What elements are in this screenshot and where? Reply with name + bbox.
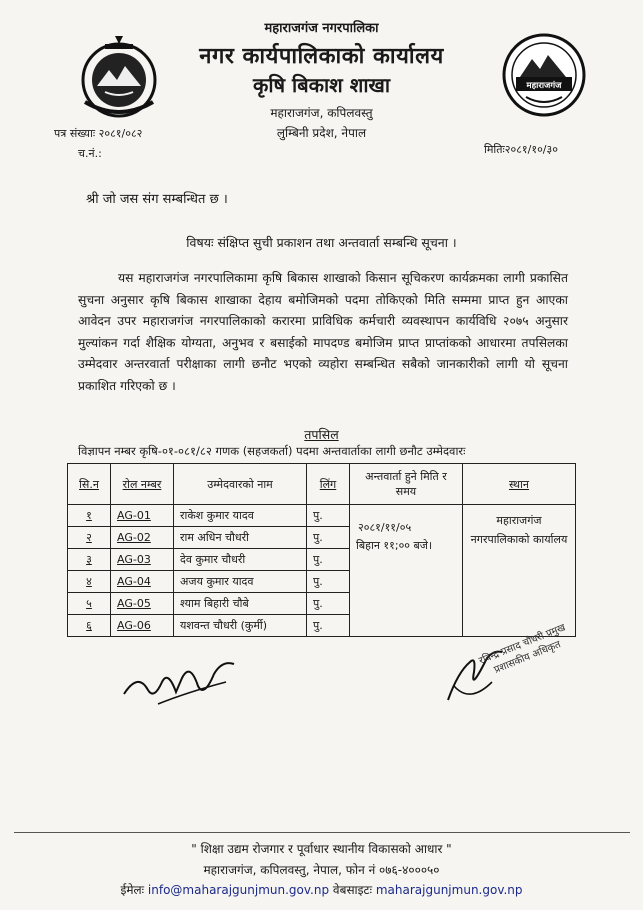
cell-roll: AG-06 <box>111 615 174 637</box>
website-link[interactable]: maharajgunjmun.gov.np <box>375 883 523 897</box>
table-row <box>68 505 576 527</box>
col-header-interview: अन्तवार्ता हुने मिति र समय <box>350 464 463 505</box>
candidate-table <box>67 463 576 637</box>
footer-motto: " शिक्षा उद्यम रोजगार र पूर्वाधार स्थानीय विकासको आधार " <box>191 842 452 856</box>
dispatch-number: च.नं.: <box>78 147 102 160</box>
col-header-sn: सि.न <box>68 464 111 505</box>
cell-sn: ५ <box>68 593 111 615</box>
cell-roll: AG-02 <box>111 527 174 549</box>
cell-gender: पु. <box>307 505 350 527</box>
stamp-text: रविन्द्र प्रसाद चौधरी प्रमुख प्रशासकीय अधिकृत <box>477 622 568 676</box>
notice-body: यस महाराजगंज नगरपालिकामा कृषि बिकास शाखाको किसान सूचिकरण कार्यक्रमका लागी प्रकासित सुचना अनुसार कृषि बिकास शाखाका देहाय बमोजिमको पदमा तोकिएको मिति सम्ममा प्राप्त हुन आएका आवेदन उपर महाराजगंज नगरपालिकाको करारमा प्राविधिक कर्मचारी व्यवस्थापन कार्यविधि २०७५ अनुसार मुल्यांकन गर्दा शैक्षिक योग्यता, अनुभव र बसाईको मापदण्ड बमोजिम प्राप्त प्राप्तांकको आधारमा तपसिलका उम्मेदवार अन्तरवार्ता परीक्षाका लागी छनौट भएको व्यहोरा सम्बन्धित सबैको जानकारीको लागी यो सूचना प्रकाशित गरिएको छ । <box>78 271 568 393</box>
col-header-venue: स्थान <box>463 464 576 505</box>
branch-name: कृषि बिकाश शाखा <box>252 73 391 97</box>
cell-roll: AG-01 <box>111 505 174 527</box>
cell-gender: पु. <box>307 571 350 593</box>
cell-name: अजय कुमार यादव <box>174 571 307 593</box>
cell-sn: ६ <box>68 615 111 637</box>
cell-roll: AG-05 <box>111 593 174 615</box>
cell-interview-datetime <box>350 505 463 637</box>
cell-sn: २ <box>68 527 111 549</box>
footer-contact <box>0 881 643 898</box>
cell-name: श्याम बिहारी चौबे <box>174 593 307 615</box>
cell-gender: पु. <box>307 527 350 549</box>
cell-sn: ४ <box>68 571 111 593</box>
office-name: महाराजगंज नगरपालिका <box>264 21 379 36</box>
footer-divider <box>14 832 630 833</box>
cell-name: राकेश कुमार यादव <box>174 505 307 527</box>
interview-time: बिहान ११;०० बजे। <box>356 539 433 552</box>
col-header-name: उम्मेदवारको नाम <box>174 464 307 505</box>
cell-gender: पु. <box>307 615 350 637</box>
cell-sn: १ <box>68 505 111 527</box>
letter-date: मितिः२०८१/१०/३० <box>484 143 558 156</box>
email-label: ईमेलः <box>120 883 145 897</box>
office-address: महाराजगंज, कपिलवस्तु <box>270 106 373 120</box>
signature-left-image <box>118 652 248 716</box>
cell-name: देव कुमार चौधरी <box>174 549 307 571</box>
subject-line: विषयः संक्षिप्त सुची प्रकाशन तथा अन्तवार्ता सम्बन्धि सूचना । <box>186 235 457 250</box>
advertisement-line: विज्ञापन नम्बर कृषि-०१-०८१/८२ गणक (सहजकर्ता) पदमा अन्तवार्ताका लागी छनौट उम्मेदवारः <box>78 444 466 458</box>
salutation: श्री जो जस संग सम्बन्धित छ । <box>86 192 228 207</box>
cell-venue: महाराजगंज नगरपालिकाको कार्यालय <box>463 505 576 637</box>
office-title: नगर कार्यपालिकाको कार्यालय <box>199 44 444 69</box>
footer-address: महाराजगंज, कपिलवस्तु, नेपाल, फोन नं ०७६-४०००५० <box>203 863 440 877</box>
office-province: लुम्बिनी प्रदेश, नेपाल <box>276 126 367 140</box>
cell-name: राम अधिन चौधरी <box>174 527 307 549</box>
letter-number: पत्र संख्याः २०८१/०८२ <box>54 127 143 140</box>
table-header-row <box>68 464 576 505</box>
email-link[interactable]: info@maharajgunjmun.gov.np <box>147 883 330 897</box>
cell-roll: AG-03 <box>111 549 174 571</box>
cell-roll: AG-04 <box>111 571 174 593</box>
col-header-gender: लिंग <box>307 464 350 505</box>
cell-gender: पु. <box>307 549 350 571</box>
svg-text:महाराजगंज: महाराजगंज <box>526 81 562 91</box>
cell-gender: पु. <box>307 593 350 615</box>
cell-sn: ३ <box>68 549 111 571</box>
details-heading: तपसिल <box>304 427 339 442</box>
cell-name: यशवन्त चौधरी (कुर्मी) <box>174 615 307 637</box>
interview-date: २०८१/११/०५ <box>358 521 412 534</box>
website-label: वेबसाइटः <box>332 883 373 897</box>
col-header-roll: रोल नम्बर <box>111 464 174 505</box>
